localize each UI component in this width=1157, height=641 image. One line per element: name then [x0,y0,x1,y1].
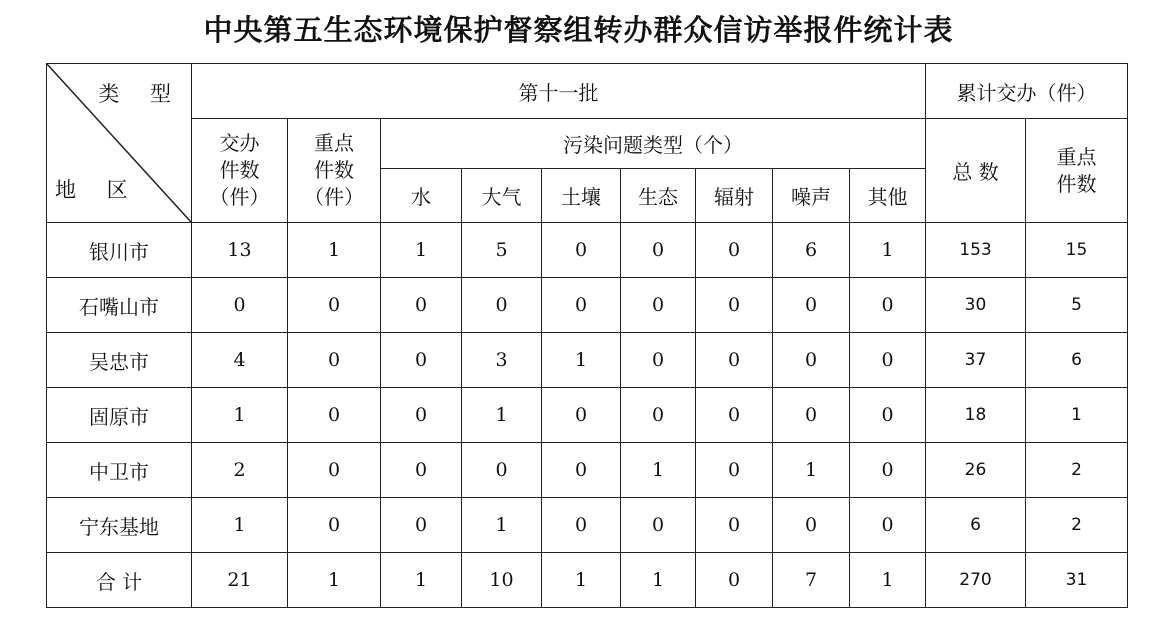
assigned-count-cell: 4 [192,333,288,388]
table-row [47,278,1128,333]
soil-cell: 0 [542,498,621,553]
key-count-cell: 0 [288,498,381,553]
water-cell: 1 [381,553,462,608]
noise-cell: 0 [773,333,850,388]
other-cell: 0 [850,333,926,388]
water-cell: 0 [381,278,462,333]
header-row-2 [47,119,1128,169]
corner-header [47,64,192,223]
other-cell: 0 [850,443,926,498]
air-cell: 5 [462,223,542,278]
total-header: 总 数 [926,119,1026,223]
assigned-count-cell: 21 [192,553,288,608]
corner-region-label: 地 区 [55,178,140,202]
noise-cell: 0 [773,388,850,443]
cumulative-key-cell: 15 [1026,223,1128,278]
cumulative-total-cell: 30 [926,278,1026,333]
cumulative-key-cell: 31 [1026,553,1128,608]
region-cell: 中卫市 [47,443,192,498]
radiation-cell: 0 [696,333,773,388]
pollution-types-header: 污染问题类型（个） [381,119,926,169]
key-count-header: 重点 件数 （件） [288,119,381,223]
cumulative-total-cell: 6 [926,498,1026,553]
header-row-1 [47,64,1128,119]
region-cell: 固原市 [47,388,192,443]
air-cell: 1 [462,498,542,553]
corner-type-label: 类 型 [98,82,183,106]
key-count-cell: 0 [288,388,381,443]
radiation-cell: 0 [696,498,773,553]
air-cell: 10 [462,553,542,608]
region-cell: 宁东基地 [47,498,192,553]
assigned-count-cell: 1 [192,498,288,553]
soil-cell: 1 [542,553,621,608]
pollution-col-radiation: 辐射 [696,169,773,223]
cumulative-key-cell: 2 [1026,498,1128,553]
air-cell: 0 [462,278,542,333]
cumulative-total-cell: 270 [926,553,1026,608]
ecology-cell: 0 [621,333,696,388]
table-row [47,333,1128,388]
key-count-cell: 1 [288,223,381,278]
air-cell: 0 [462,443,542,498]
cumulative-total-cell: 153 [926,223,1026,278]
pollution-col-noise: 噪声 [773,169,850,223]
key-count-cell: 0 [288,333,381,388]
other-cell: 0 [850,388,926,443]
region-cell: 银川市 [47,223,192,278]
region-cell: 吴忠市 [47,333,192,388]
key-count-cell: 1 [288,553,381,608]
cumulative-key-cell: 6 [1026,333,1128,388]
other-cell: 0 [850,278,926,333]
table-row [47,223,1128,278]
assigned-count-cell: 13 [192,223,288,278]
noise-cell: 6 [773,223,850,278]
pollution-col-air: 大气 [462,169,542,223]
water-cell: 0 [381,388,462,443]
radiation-cell: 0 [696,388,773,443]
key-count-cell: 0 [288,278,381,333]
noise-cell: 0 [773,498,850,553]
water-cell: 0 [381,443,462,498]
radiation-cell: 0 [696,278,773,333]
radiation-cell: 0 [696,223,773,278]
table-row [47,498,1128,553]
cumulative-total-cell: 18 [926,388,1026,443]
table-row [47,388,1128,443]
pollution-col-ecology: 生态 [621,169,696,223]
table-body [47,223,1128,608]
radiation-cell: 0 [696,443,773,498]
soil-cell: 0 [542,443,621,498]
key-count-cell: 0 [288,443,381,498]
cumulative-key-header: 重点 件数 [1026,119,1128,223]
other-cell: 1 [850,223,926,278]
water-cell: 0 [381,498,462,553]
batch-header: 第十一批 [192,64,926,119]
soil-cell: 0 [542,223,621,278]
statistics-table [46,63,1128,608]
assigned-count-cell: 1 [192,388,288,443]
air-cell: 1 [462,388,542,443]
radiation-cell: 0 [696,553,773,608]
water-cell: 0 [381,333,462,388]
cumulative-total-cell: 37 [926,333,1026,388]
cumulative-key-cell: 2 [1026,443,1128,498]
pollution-col-other: 其他 [850,169,926,223]
soil-cell: 0 [542,278,621,333]
page-title: 中央第五生态环境保护督察组转办群众信访举报件统计表 [203,13,954,47]
region-cell: 石嘴山市 [47,278,192,333]
pollution-col-soil: 土壤 [542,169,621,223]
ecology-cell: 0 [621,278,696,333]
cumulative-key-cell: 1 [1026,388,1128,443]
noise-cell: 7 [773,553,850,608]
noise-cell: 1 [773,443,850,498]
soil-cell: 0 [542,388,621,443]
pollution-col-water: 水 [381,169,462,223]
table-row [47,443,1128,498]
ecology-cell: 0 [621,223,696,278]
cumulative-total-cell: 26 [926,443,1026,498]
soil-cell: 1 [542,333,621,388]
assigned-count-cell: 0 [192,278,288,333]
water-cell: 1 [381,223,462,278]
ecology-cell: 1 [621,553,696,608]
assigned-count-cell: 2 [192,443,288,498]
ecology-cell: 0 [621,388,696,443]
other-cell: 1 [850,553,926,608]
other-cell: 0 [850,498,926,553]
air-cell: 3 [462,333,542,388]
region-cell: 合 计 [47,553,192,608]
ecology-cell: 1 [621,443,696,498]
noise-cell: 0 [773,278,850,333]
table-row [47,553,1128,608]
cumulative-key-cell: 5 [1026,278,1128,333]
assigned-count-header: 交办 件数 （件） [192,119,288,223]
cumulative-header: 累计交办（件） [926,64,1128,119]
ecology-cell: 0 [621,498,696,553]
